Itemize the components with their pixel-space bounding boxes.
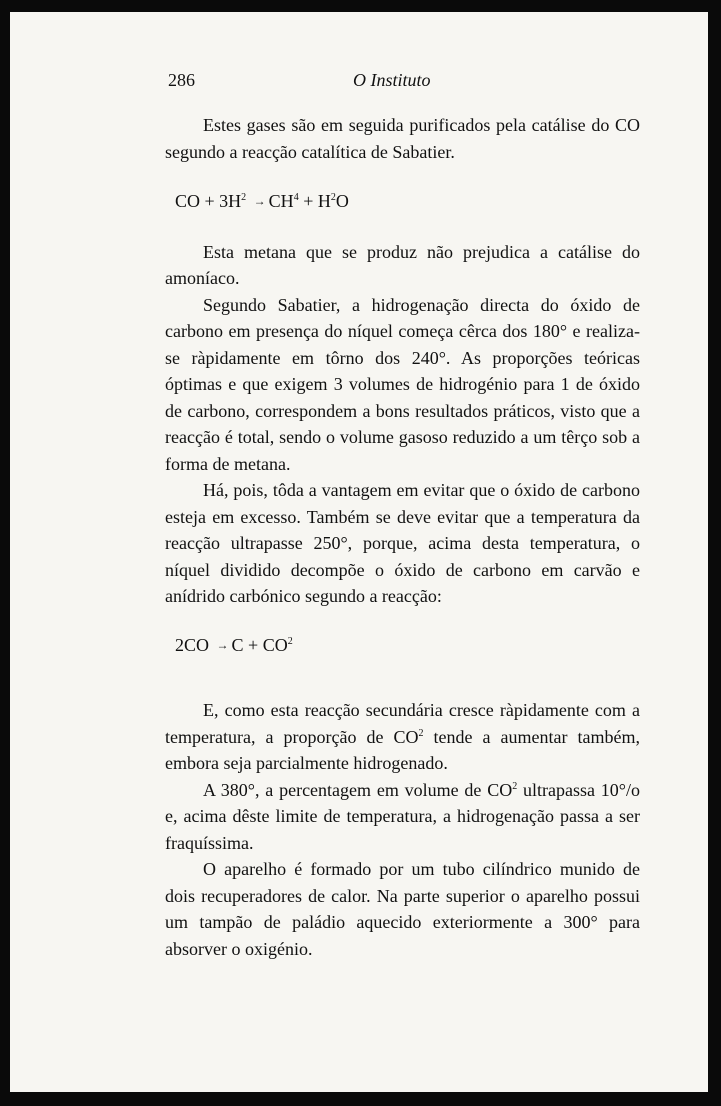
page-header: [10, 70, 708, 100]
equation-boudouard: $2CO \to C + CO^2$: [175, 634, 293, 655]
paragraph-5: E, como esta reacção secundária cresce ràpidamente com a temperatura, a proporção de $CO^2$ tende a aumentar também, embora seja parcialmente hidrogenado.: [165, 700, 640, 773]
paragraph-6: A 380°, a percentagem em volume de $CO^2$ ultrapassa 10°/o e, acima dêste limite de temperatura, a hidrogenação passa a ser fraquíssima.: [165, 779, 640, 853]
paragraph-3: Segundo Sabatier, a hidrogenação directa do óxido de carbono em presença do níquel começa cêrca dos 180° e realiza-se ràpidamente em tôrno dos 240°. As proporções teóricas óptimas e que exigem 3 volumes de hidrogénio para 1 de óxido de carbono, correspondem a bons resultados práticos, visto que a reacção é total, sendo o volume gasoso reduzido a um têrço sob a forma de metana.: [165, 294, 640, 474]
paragraph-4: Há, pois, tôda a vantagem em evitar que o óxido de carbono esteja em excesso. Também se deve evitar que a temperatura da reacção ultrapasse 250°, porque, acima desta temperatura, o níquel dividido decompõe o óxido de carbono em carvão e anídrido carbónico segundo a reacção:: [165, 480, 640, 606]
paragraph-7: O aparelho é formado por um tubo cilíndrico munido de dois recuperadores de calor. Na parte superior o aparelho possui um tampão de paládio aquecido exteriormente a 300° para absorver o oxigénio.: [165, 859, 640, 959]
page-number: 286: [168, 70, 195, 90]
paragraph-2: Esta metana que se produz não prejudica a catálise do amoníaco.: [165, 241, 640, 288]
equation-methanation: CO + $3H^2 \to CH^4 + H^2O$: [175, 191, 349, 211]
book-page: [10, 12, 708, 1092]
running-title: O Instituto: [353, 70, 431, 90]
paragraph-1: Estes gases são em seguida purificados pela catálise do CO segundo a reacção catalítica de Sabatier.: [165, 115, 640, 162]
body-text: [165, 112, 640, 962]
